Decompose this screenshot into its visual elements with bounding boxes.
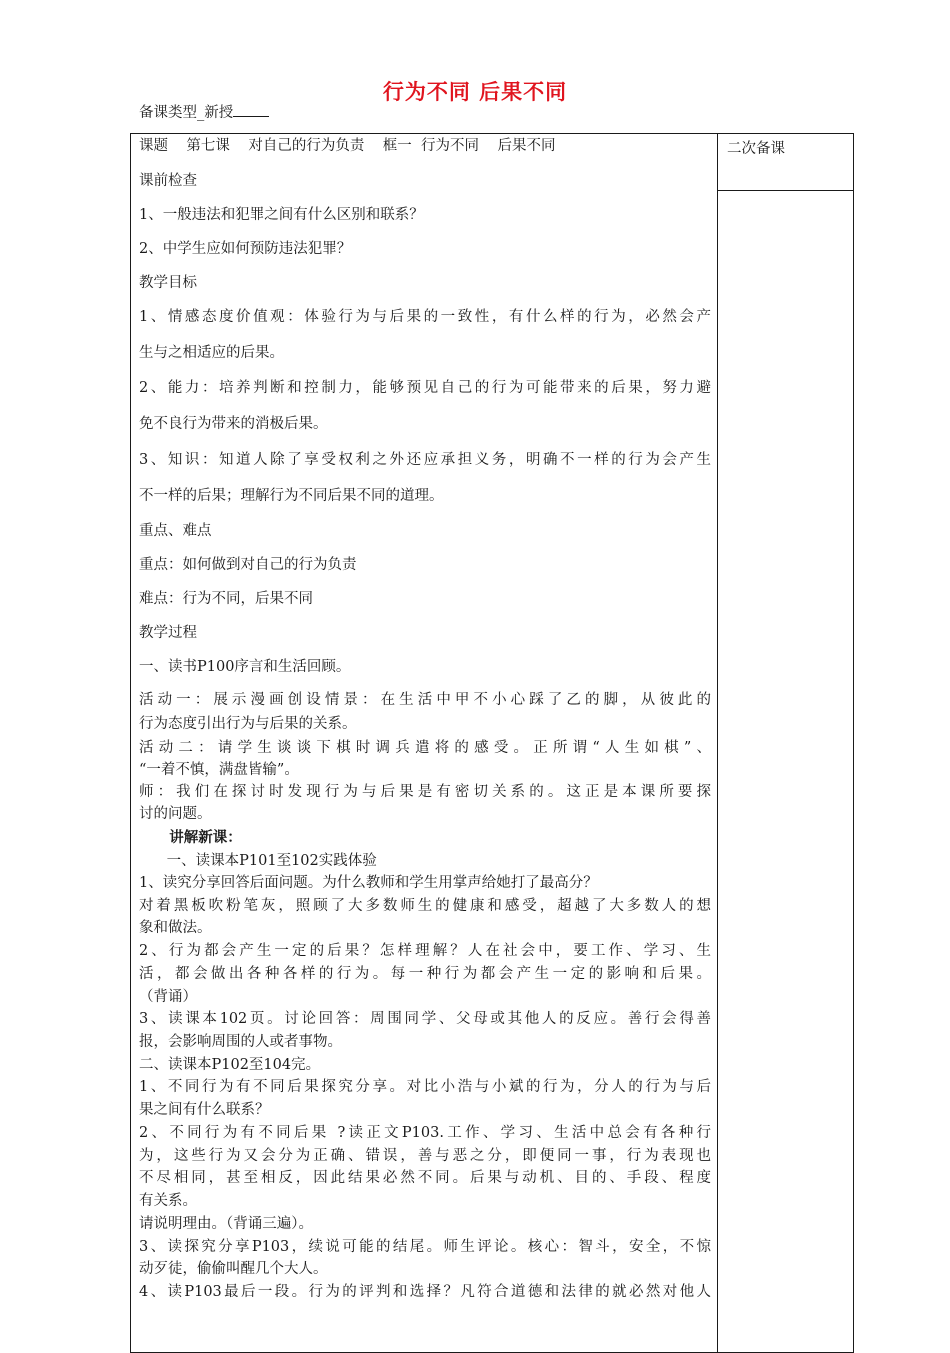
- section-heading: 教学目标: [139, 275, 197, 291]
- section-heading: 重点、难点: [139, 523, 212, 539]
- text-line: 象和做法。: [139, 920, 212, 936]
- text-line: 一、读课本P101至102实践体验: [139, 853, 377, 869]
- text-line: 1、情感态度价值观：体验行为与后果的一致性，有什么样的行为，必然会产: [139, 309, 711, 325]
- text-line: 一、读书P100序言和生活回顾。: [139, 659, 351, 675]
- text-line: 生与之相适应的后果。: [139, 345, 284, 361]
- section-heading: 讲解新课：: [139, 829, 242, 846]
- text-line: 2、不同行为有不同后果 ?读正文P103.工作、学习、生活中总会有各种行: [139, 1125, 711, 1141]
- section-heading: 教学过程: [139, 625, 197, 641]
- text-line: 不一样的后果；理解行为不同后果不同的道理。: [139, 488, 444, 504]
- text-line: 4、读P103最后一段。行为的评判和选择？凡符合道德和法律的就必然对他人: [139, 1284, 711, 1300]
- lesson-topic-line: 课题 第七课 对自己的行为负责 框一 行为不同 后果不同: [139, 138, 556, 154]
- text-line: 请说明理由。（背诵三遍）。: [139, 1216, 313, 1232]
- text-line: 重点：如何做到对自己的行为负责: [139, 557, 357, 573]
- text-line: 3、知识：知道人除了享受权利之外还应承担义务，明确不一样的行为会产生: [139, 452, 711, 468]
- text-line: 不尽相同，甚至相反，因此结果必然不同。后果与动机、目的、手段、程度: [139, 1170, 711, 1186]
- text-line: 二、读课本P102至104完。: [139, 1057, 321, 1073]
- text-line: 对着黑板吹粉笔灰，照顾了大多数师生的健康和感受，超越了大多数人的想: [139, 898, 711, 914]
- text-line: 师：我们在探讨时发现行为与后果是有密切关系的。这正是本课所要探: [139, 784, 711, 800]
- text-line: 2、中学生应如何预防违法犯罪？: [139, 241, 352, 257]
- text-line: 1、读究分享回答后面问题。为什么教师和学生用掌声给她打了最高分？: [139, 875, 598, 891]
- page-title: 行为不同 后果不同: [382, 80, 568, 104]
- text-line: 动歹徒，偷偷叫醒几个大人。: [139, 1261, 328, 1277]
- text-line: 1、一般违法和犯罪之间有什么区别和联系？: [139, 207, 424, 223]
- text-line: 活动二：请学生谈谈下棋时调兵遣将的感受。正所谓“人生如棋”、: [139, 740, 711, 756]
- secondary-prep-header: 二次备课: [718, 134, 853, 191]
- text-line: 果之间有什么联系？: [139, 1102, 270, 1118]
- prep-type-blank: [233, 102, 269, 117]
- text-line: 讨的问题。: [139, 806, 212, 822]
- text-line: 2、行为都会产生一定的后果？怎样理解？人在社会中，要工作、学习、生: [139, 943, 711, 959]
- text-line: 活动一：展示漫画创设情景：在生活中甲不小心踩了乙的脚，从彼此的: [139, 692, 711, 708]
- text-line: 报，会影响周围的人或者事物。: [139, 1034, 342, 1050]
- prep-type-label: [139, 101, 269, 122]
- text-line: 1、不同行为有不同后果探究分享。对比小浩与小斌的行为，分人的行为与后: [139, 1079, 711, 1095]
- secondary-prep-column: [717, 133, 854, 1353]
- text-line: 3、读探究分享P103，续说可能的结尾。师生评论。核心：智斗，安全，不惊: [139, 1239, 711, 1255]
- text-line: 免不良行为带来的消极后果。: [139, 416, 328, 432]
- text-line: 活，都会做出各种各样的行为。每一种行为都会产生一定的影响和后果。: [139, 966, 711, 982]
- text-line: 难点：行为不同，后果不同: [139, 591, 313, 607]
- text-line: 2、能力：培养判断和控制力，能够预见自己的行为可能带来的后果，努力避: [139, 380, 711, 396]
- text-line: 行为态度引出行为与后果的关系。: [139, 716, 357, 732]
- text-line: 有关系。: [139, 1193, 197, 1209]
- text-line: “一着不慎，满盘皆输”。: [139, 762, 299, 778]
- section-heading: 课前检查: [139, 173, 197, 189]
- prep-type-text: 备课类型_新授: [139, 105, 234, 121]
- text-line: 为，这些行为又会分为正确、错误，善与恶之分，即便同一事，行为表现也: [139, 1148, 711, 1164]
- text-line: 3、读课本102页。讨论回答：周围同学、父母或其他人的反应。善行会得善: [139, 1011, 711, 1027]
- text-line: （背诵）: [139, 989, 197, 1005]
